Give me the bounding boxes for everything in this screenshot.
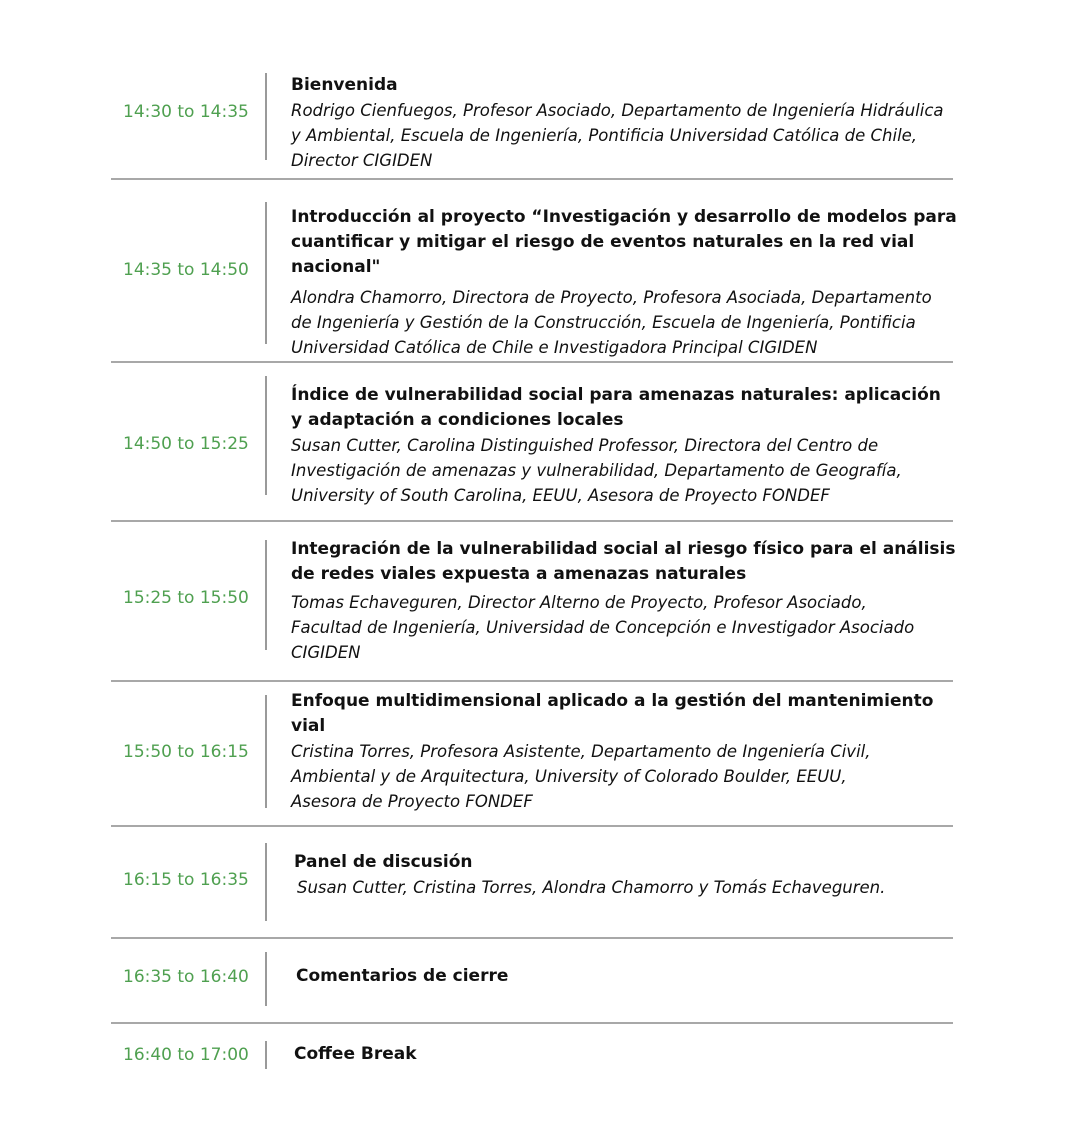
- vertical-divider: [265, 73, 267, 160]
- session-info: [296, 964, 976, 989]
- session-speaker: Tomas Echaveguren, Director Alterno de Proyecto, Profesor Asociado, Facultad de Ingeniería, Universidad de Concepción e Investigador Asociado CIGIDEN: [291, 593, 915, 662]
- time-slot: 14:35 to 14:50: [123, 260, 249, 280]
- session-speaker: Susan Cutter, Cristina Torres, Alondra Chamorro y Tomás Echaveguren.: [297, 878, 886, 897]
- session-title: Índice de vulnerabilidad social para amenazas naturales: aplicación y adaptación a condiciones locales: [291, 385, 941, 430]
- session-title: Enfoque multidimensional aplicado a la gestión del mantenimiento vial: [291, 691, 934, 736]
- session-info: [291, 73, 971, 173]
- row-separator: [111, 178, 953, 180]
- session-speaker: Alondra Chamorro, Directora de Proyecto, Profesora Asociada, Departamento de Ingeniería y Gestión de la Construcción, Escuela de Ingeniería, Pontificia Universidad Católica de Chile e Investigadora Principal CIGIDEN: [291, 288, 932, 357]
- time-slot: 14:50 to 15:25: [123, 434, 249, 454]
- session-title: Bienvenida: [291, 75, 398, 95]
- time-slot: 16:15 to 16:35: [123, 870, 249, 890]
- row-separator: [111, 937, 953, 939]
- session-info: [294, 1042, 974, 1067]
- vertical-divider: [265, 202, 267, 344]
- time-slot: 14:30 to 14:35: [123, 102, 249, 122]
- vertical-divider: [265, 1041, 267, 1069]
- session-info: [294, 850, 974, 900]
- time-slot: 15:50 to 16:15: [123, 742, 249, 762]
- session-title: Panel de discusión: [294, 852, 473, 872]
- session-title: Coffee Break: [294, 1044, 417, 1064]
- time-slot: 16:40 to 17:00: [123, 1045, 249, 1065]
- row-separator: [111, 825, 953, 827]
- vertical-divider: [265, 695, 267, 808]
- row-separator: [111, 520, 953, 522]
- vertical-divider: [265, 952, 267, 1006]
- vertical-divider: [265, 540, 267, 650]
- session-info: [291, 537, 971, 665]
- session-speaker: Susan Cutter, Carolina Distinguished Professor, Directora del Centro de Investigación de amenazas y vulnerabilidad, Departamento de Geografía, University of South Carolina, EEUU, Asesora de Proyecto FONDEF: [291, 436, 902, 505]
- session-info: [291, 689, 971, 814]
- session-info: [291, 205, 971, 360]
- row-separator: [111, 361, 953, 363]
- row-separator: [111, 1022, 953, 1024]
- session-title: Integración de la vulnerabilidad social al riesgo físico para el análisis de redes viales expuesta a amenazas naturales: [291, 539, 956, 584]
- session-speaker: Rodrigo Cienfuegos, Profesor Asociado, Departamento de Ingeniería Hidráulica y Ambiental, Escuela de Ingeniería, Pontificia Universidad Católica de Chile, Director CIGIDEN: [291, 101, 944, 170]
- time-slot: 15:25 to 15:50: [123, 588, 249, 608]
- session-speaker: Cristina Torres, Profesora Asistente, Departamento de Ingeniería Civil, Ambiental y de Arquitectura, University of Colorado Boulder, EEUU, Asesora de Proyecto FONDEF: [291, 742, 871, 811]
- row-separator: [111, 680, 953, 682]
- vertical-divider: [265, 376, 267, 495]
- time-slot: 16:35 to 16:40: [123, 967, 249, 987]
- vertical-divider: [265, 843, 267, 921]
- session-title: Comentarios de cierre: [296, 966, 509, 986]
- session-title: Introducción al proyecto “Investigación y desarrollo de modelos para cuantificar y mitigar el riesgo de eventos naturales en la red vial nacional": [291, 207, 957, 277]
- session-info: [291, 383, 971, 508]
